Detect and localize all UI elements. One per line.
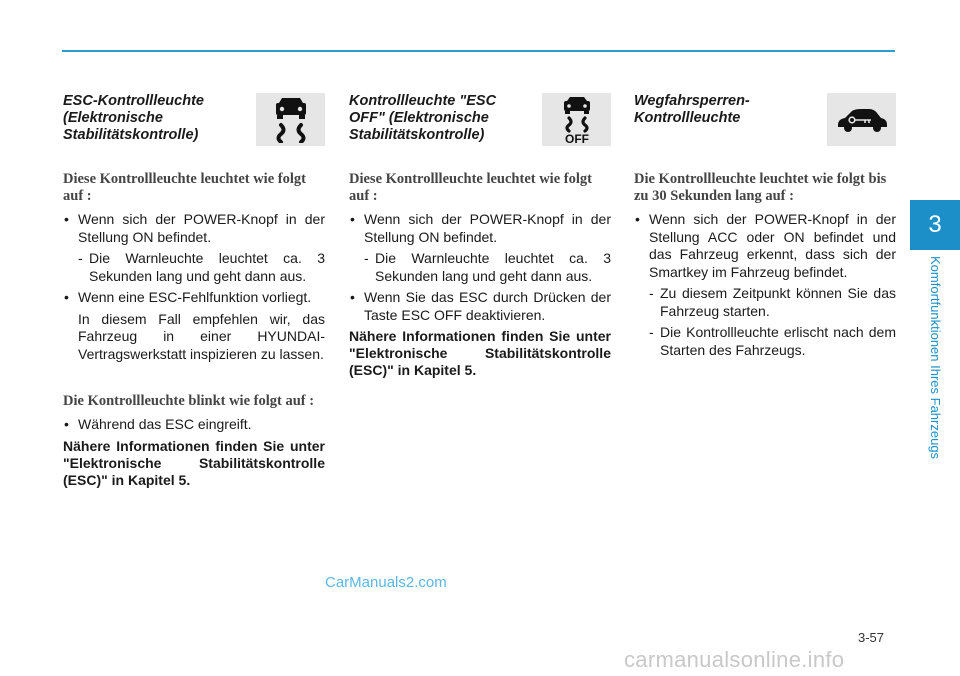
sub-list-item: - Die Kontrollleuchte erlischt nach dem Starten des Fahrzeugs.: [634, 324, 896, 359]
esc-car-skid-icon: [256, 93, 325, 146]
list-item: • Wenn eine ESC-Fehlfunktion vorliegt.: [63, 289, 325, 307]
esc-off-icon-text: OFF: [564, 131, 589, 144]
list-item: • Während das ESC eingreift.: [63, 416, 325, 434]
reference-note: Nähere Informationen finden Sie unter "Elektronische Stabilitätskontrolle (ESC)" in Kapitel 5.: [349, 328, 611, 378]
section-header: [349, 93, 611, 163]
paragraph: In diesem Fall empfehlen wir, das Fahrzeug in einer HYUNDAI-Vertragswerkstatt inspizieren zu lassen.: [78, 310, 325, 362]
column-esc-off-indicator: [349, 93, 611, 379]
immobilizer-car-key-icon: [827, 93, 896, 146]
sub-list-item: - Zu diesem Zeitpunkt können Sie das Fahrzeug starten.: [634, 285, 896, 320]
list-item: • Wenn Sie das ESC durch Drücken der Taste ESC OFF deaktivieren.: [349, 289, 611, 324]
section-title: ESC-Kontrollleuchte (Elektronische Stabilitätskontrolle): [63, 93, 204, 143]
lead-text: Diese Kontrollleuchte leuchtet wie folgt auf :: [63, 171, 306, 204]
chapter-title: Komfortfunktionen Ihres Fahrzeugs: [928, 256, 943, 460]
sub-list-item: - Die Warnleuchte leuchtet ca. 3 Sekunden lang und geht dann aus.: [63, 250, 325, 285]
section-title: Kontrollleuchte "ESC OFF" (Elektronische Stabilitätskontrolle): [349, 93, 497, 143]
reference-note: Nähere Informationen finden Sie unter "Elektronische Stabilitätskontrolle (ESC)" in Kapitel 5.: [63, 437, 325, 488]
esc-off-icon: [542, 93, 611, 146]
chapter-tab[interactable]: [910, 200, 960, 250]
top-rule: [62, 50, 895, 52]
watermark-online: carmanualsonline.info: [624, 647, 845, 672]
page-number: 3-57: [858, 630, 885, 645]
column-esc-indicator: [63, 93, 325, 489]
list-item: • Wenn sich der POWER-Knopf in der Stellung ON befindet.: [63, 211, 325, 246]
lead-text: Die Kontrollleuchte blinkt wie folgt auf :: [63, 393, 315, 409]
section-header: [63, 93, 325, 163]
column-immobilizer-indicator: [634, 93, 896, 363]
lead-text: Die Kontrollleuchte leuchtet wie folgt bis zu 30 Sekunden lang auf :: [634, 171, 887, 204]
list-item: • Wenn sich der POWER-Knopf in der Stellung ACC oder ON befindet und das Fahrzeug erkennt, dass sich der Smartkey im Fahrzeug befindet.: [634, 211, 896, 281]
section-header: [634, 93, 896, 163]
sub-list-item: - Die Warnleuchte leuchtet ca. 3 Sekunden lang und geht dann aus.: [349, 250, 611, 285]
chapter-number: 3: [928, 211, 942, 238]
section-title: Wegfahrsperren-Kontrollleuchte: [634, 93, 750, 126]
chapter-side-title: [921, 256, 949, 496]
lead-text: Diese Kontrollleuchte leuchtet wie folgt auf :: [349, 171, 592, 204]
watermark-carmanuals: CarManuals2.com: [325, 574, 447, 591]
list-item: • Wenn sich der POWER-Knopf in der Stellung ON befindet.: [349, 211, 611, 246]
